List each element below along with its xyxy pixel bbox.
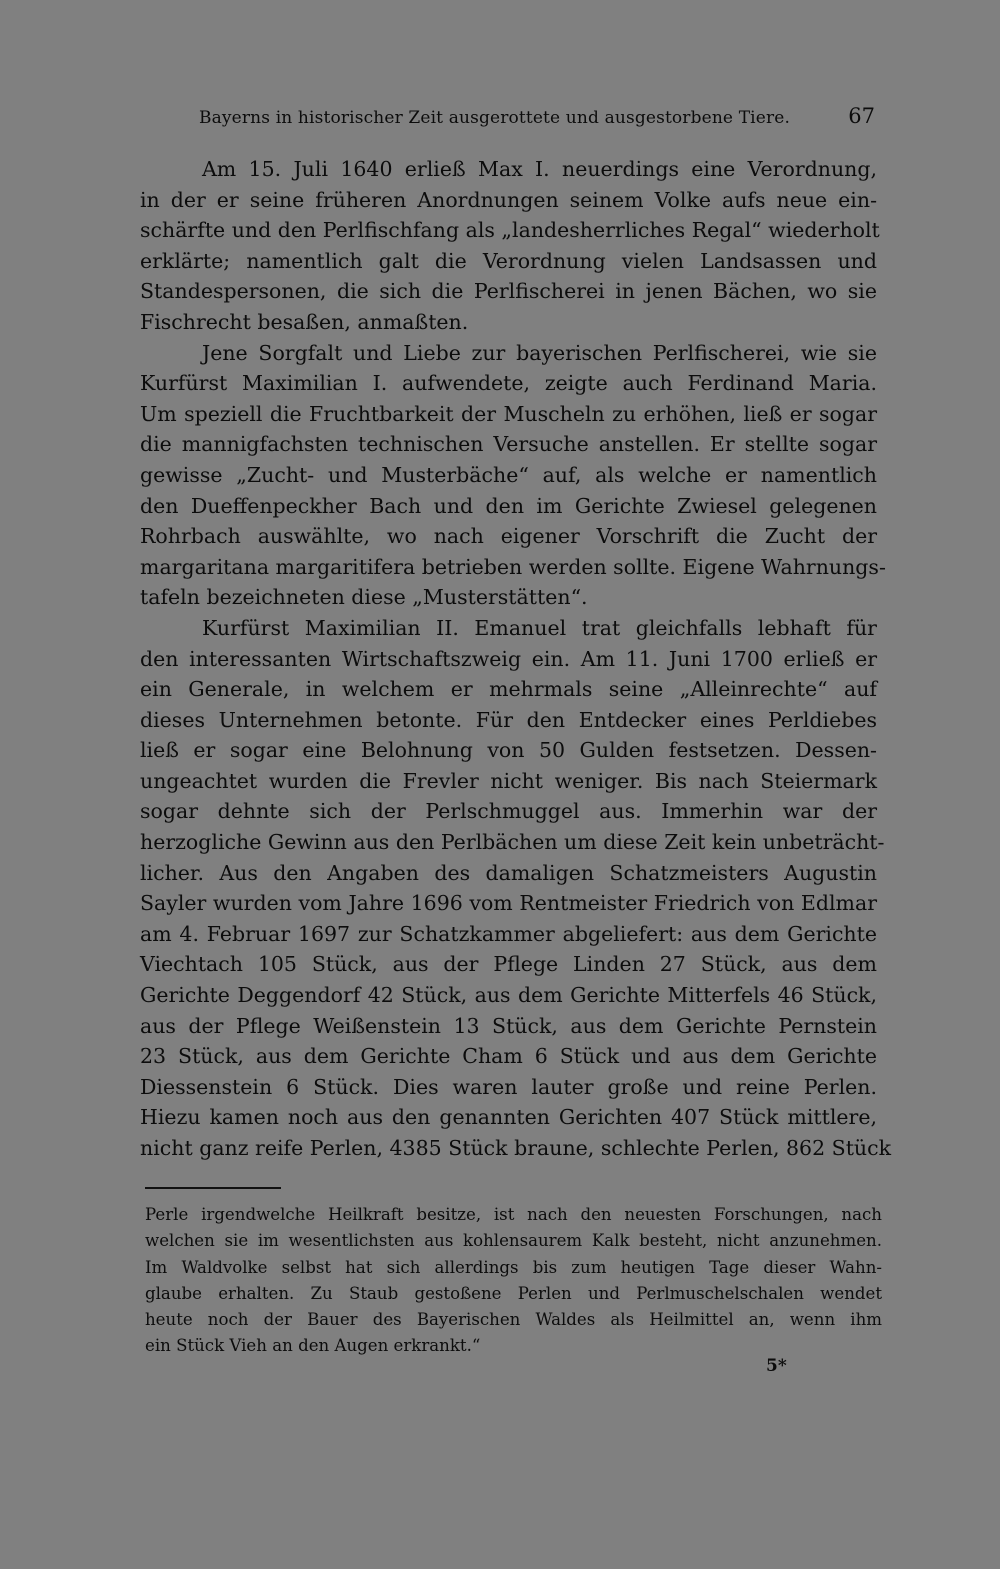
text-line: ließ er sogar eine Belohnung von 50 Gulden festsetzen. Dessen- bbox=[140, 738, 877, 763]
text-line: Fischrecht besaßen, anmaßten. bbox=[140, 309, 469, 334]
footnote bbox=[145, 1202, 882, 1360]
text-line: Kurfürst Maximilian I. aufwendete, zeigte auch Ferdinand Maria. bbox=[140, 371, 877, 396]
text-line: in der er seine früheren Anordnungen seinem Volke aufs neue ein- bbox=[140, 187, 877, 212]
text-line: den Dueffenpeckher Bach und den im Gerichte Zwiesel gelegenen bbox=[140, 493, 877, 518]
footnote-line: Im Waldvolke selbst hat sich allerdings bis zum heutigen Tage dieser Wahn- bbox=[145, 1257, 882, 1277]
text-line: Um speziell die Fruchtbarkeit der Muscheln zu erhöhen, ließ er sogar bbox=[140, 401, 877, 426]
text-line: tafeln bezeichneten diese „Musterstätten“. bbox=[140, 585, 588, 610]
running-head bbox=[199, 104, 875, 134]
text-line: ein Generale, in welchem er mehrmals seine „Alleinrechte“ auf bbox=[140, 677, 877, 702]
text-line: erklärte; namentlich galt die Verordnung vielen Landsassen und bbox=[140, 248, 877, 273]
text-line: die mannigfachsten technischen Versuche anstellen. Er stellte sogar bbox=[140, 432, 877, 457]
text-line: Gerichte Deggendorf 42 Stück, aus dem Gerichte Mitterfels 46 Stück, bbox=[140, 983, 877, 1008]
text-line: ungeachtet wurden die Frevler nicht weniger. Bis nach Steiermark bbox=[140, 768, 877, 793]
text-line: aus der Pflege Weißenstein 13 Stück, aus dem Gerichte Pernstein bbox=[140, 1013, 877, 1038]
running-title: Bayerns in historischer Zeit ausgerottete und ausgestorbene Tiere. bbox=[199, 108, 791, 128]
text-line: Hiezu kamen noch aus den genannten Gerichten 407 Stück mittlere, bbox=[140, 1105, 877, 1130]
body-text bbox=[140, 154, 892, 1164]
text-line: Sayler wurden vom Jahre 1696 vom Rentmeister Friedrich von Edlmar bbox=[140, 891, 877, 916]
text-line: dieses Unternehmen betonte. Für den Entdecker eines Perldiebes bbox=[140, 707, 877, 732]
footnote-line: Perle irgendwelche Heilkraft besitze, ist nach den neuesten Forschungen, nach bbox=[145, 1205, 882, 1224]
footnote-line: heute noch der Bauer des Bayerischen Waldes als Heilmittel an, wenn ihm bbox=[145, 1310, 882, 1330]
text-line: schärfte und den Perlfischfang als „landesherrliches Regal“ wiederholt bbox=[140, 218, 880, 243]
text-line: Standespersonen, die sich die Perlfischerei in jenen Bächen, wo sie bbox=[140, 279, 877, 304]
text-line: Jene Sorgfalt und Liebe zur bayerischen Perlfischerei, wie sie bbox=[202, 340, 877, 365]
text-line: Viechtach 105 Stück, aus der Pflege Linden 27 Stück, aus dem bbox=[140, 952, 877, 977]
text-line: den interessanten Wirtschaftszweig ein. Am 11. Juni 1700 erließ er bbox=[140, 646, 877, 671]
text-line: gewisse „Zucht- und Musterbäche“ auf, als welche er namentlich bbox=[140, 462, 877, 487]
text-line: sogar dehnte sich der Perlschmuggel aus. Immerhin war der bbox=[140, 799, 877, 824]
text-line: 23 Stück, aus dem Gerichte Cham 6 Stück und aus dem Gerichte bbox=[140, 1044, 877, 1069]
page-number: 67 bbox=[848, 104, 875, 128]
text-line: Am 15. Juli 1640 erließ Max I. neuerdings eine Verordnung, bbox=[202, 157, 877, 181]
footnote-line: ein Stück Vieh an den Augen erkrankt.“ bbox=[145, 1336, 481, 1356]
footnote-divider bbox=[145, 1187, 281, 1189]
text-line: herzogliche Gewinn aus den Perlbächen um diese Zeit kein unbeträcht- bbox=[140, 830, 885, 855]
text-line: am 4. Februar 1697 zur Schatzkammer abgeliefert: aus dem Gerichte bbox=[140, 921, 877, 946]
text-line: Diessenstein 6 Stück. Dies waren lauter große und reine Perlen. bbox=[140, 1074, 877, 1099]
footnote-line: welchen sie im wesentlichsten aus kohlensaurem Kalk besteht, nicht anzunehmen. bbox=[145, 1231, 882, 1251]
footnote-line: glaube erhalten. Zu Staub gestoßene Perlen und Perlmuschelschalen wendet bbox=[145, 1283, 882, 1303]
text-line: licher. Aus den Angaben des damaligen Schatzmeisters Augustin bbox=[140, 860, 877, 885]
text-line: Rohrbach auswählte, wo nach eigener Vorschrift die Zucht der bbox=[140, 524, 877, 549]
sheet-signature: 5* bbox=[766, 1356, 787, 1376]
text-line: nicht ganz reife Perlen, 4385 Stück braune, schlechte Perlen, 862 Stück bbox=[140, 1136, 892, 1160]
text-line: margaritana margaritifera betrieben werden sollte. Eigene Wahrnungs- bbox=[140, 554, 886, 579]
text-line: Kurfürst Maximilian II. Emanuel trat gleichfalls lebhaft für bbox=[202, 615, 877, 640]
